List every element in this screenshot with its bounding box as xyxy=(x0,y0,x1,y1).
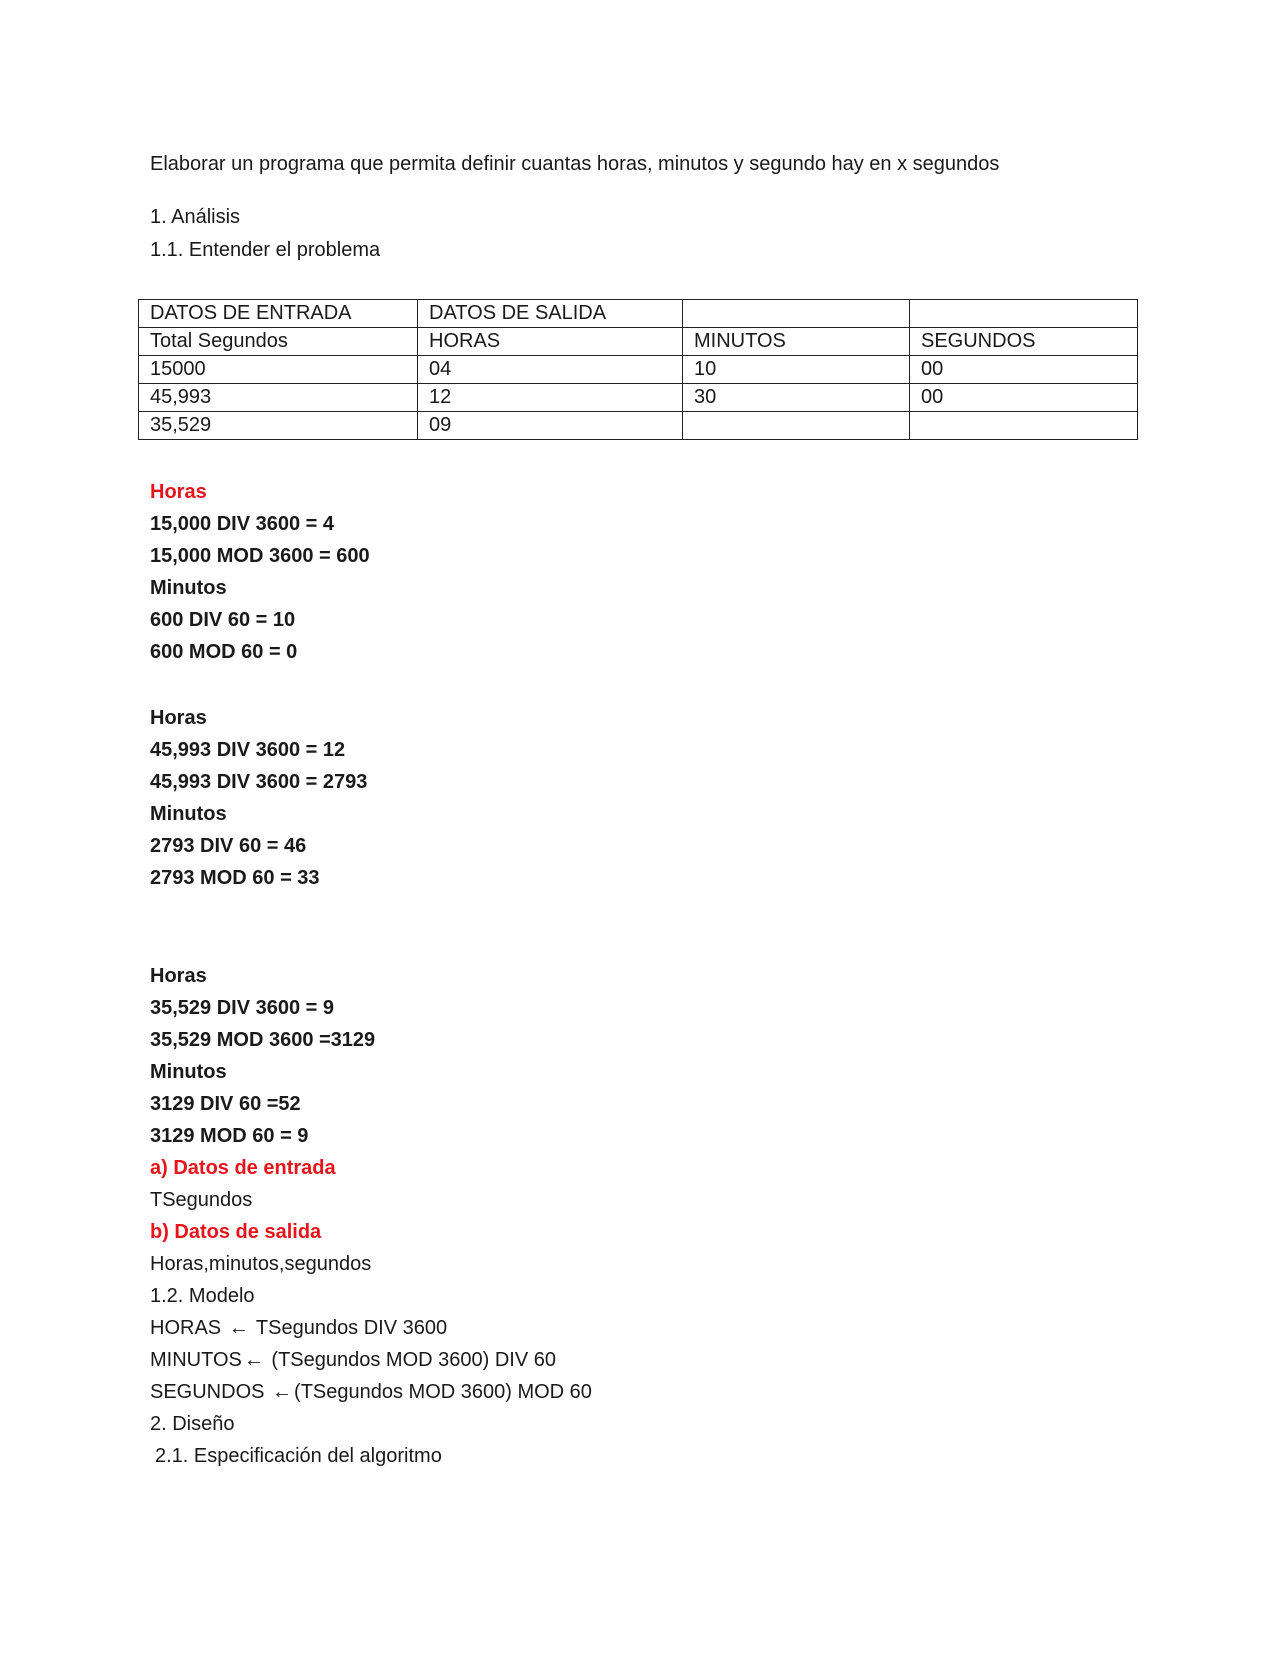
calc3-line: 3129 DIV 60 =52 xyxy=(150,1093,301,1115)
calc1-horas-label: Horas xyxy=(150,481,207,503)
table-cell: 35,529 xyxy=(139,412,418,440)
table-cell xyxy=(683,300,910,328)
table-row xyxy=(139,412,1138,440)
section-heading-analisis: 1. Análisis xyxy=(150,206,241,228)
subsection-heading-entender: 1.1. Entender el problema xyxy=(150,239,381,261)
table-row xyxy=(139,356,1138,384)
model-lhs: SEGUNDOS xyxy=(150,1381,265,1403)
table-cell xyxy=(683,412,910,440)
calc1-line: 600 DIV 60 = 10 xyxy=(150,609,296,631)
table-cell: 00 xyxy=(910,384,1138,412)
intro-paragraph: Elaborar un programa que permita definir cuantas horas, minutos y segundo hay en x segundos xyxy=(150,153,1000,175)
datos-salida-value: Horas,minutos,segundos xyxy=(150,1253,372,1275)
table-cell: MINUTOS xyxy=(683,328,910,356)
calc3-line: 35,529 DIV 3600 = 9 xyxy=(150,997,335,1019)
table-cell xyxy=(910,412,1138,440)
calc3-minutos-label: Minutos xyxy=(150,1061,227,1083)
data-table xyxy=(138,299,1138,440)
model-rhs: (TSegundos MOD 3600) DIV 60 xyxy=(271,1349,557,1371)
table-cell: 15000 xyxy=(139,356,418,384)
table-row xyxy=(139,300,1138,328)
calc1-minutos-label: Minutos xyxy=(150,577,227,599)
model-lhs: HORAS xyxy=(150,1317,222,1339)
calc2-line: 2793 DIV 60 = 46 xyxy=(150,835,307,857)
calc3-line: 35,529 MOD 3600 =3129 xyxy=(150,1029,376,1051)
datos-salida-heading: b) Datos de salida xyxy=(150,1221,322,1243)
table-cell: Total Segundos xyxy=(139,328,418,356)
table-cell: SEGUNDOS xyxy=(910,328,1138,356)
calc2-line: 2793 MOD 60 = 33 xyxy=(150,867,320,889)
model-line-minutos xyxy=(150,1348,556,1372)
model-rhs: (TSegundos MOD 3600) MOD 60 xyxy=(294,1381,592,1403)
calc2-minutos-label: Minutos xyxy=(150,803,227,825)
datos-entrada-heading: a) Datos de entrada xyxy=(150,1157,336,1179)
table-cell xyxy=(910,300,1138,328)
model-line-segundos xyxy=(150,1380,592,1404)
model-rhs: TSegundos DIV 3600 xyxy=(255,1317,448,1339)
subsection-heading-modelo: 1.2. Modelo xyxy=(150,1285,255,1307)
table-cell: 30 xyxy=(683,384,910,412)
calc1-line: 600 MOD 60 = 0 xyxy=(150,641,298,663)
calc3-horas-label: Horas xyxy=(150,965,207,987)
table-row xyxy=(139,384,1138,412)
table-cell: 04 xyxy=(418,356,683,384)
left-arrow-icon: ← xyxy=(272,1381,293,1403)
section-heading-diseno: 2. Diseño xyxy=(150,1413,235,1435)
table-cell: 45,993 xyxy=(139,384,418,412)
datos-entrada-value: TSegundos xyxy=(150,1189,253,1211)
calc3-line: 3129 MOD 60 = 9 xyxy=(150,1125,309,1147)
calc2-horas-label: Horas xyxy=(150,707,207,729)
model-lhs: MINUTOS xyxy=(150,1349,242,1371)
table-cell: 09 xyxy=(418,412,683,440)
table-cell: HORAS xyxy=(418,328,683,356)
table-cell: DATOS DE SALIDA xyxy=(418,300,683,328)
table-cell: 10 xyxy=(683,356,910,384)
table-cell: 00 xyxy=(910,356,1138,384)
calc2-line: 45,993 DIV 3600 = 12 xyxy=(150,739,346,761)
table-cell: 12 xyxy=(418,384,683,412)
calc1-line: 15,000 DIV 3600 = 4 xyxy=(150,513,335,535)
calc2-line: 45,993 DIV 3600 = 2793 xyxy=(150,771,368,793)
model-line-horas xyxy=(150,1316,447,1340)
table-cell: DATOS DE ENTRADA xyxy=(139,300,418,328)
table-row xyxy=(139,328,1138,356)
subsection-heading-especificacion: 2.1. Especificación del algoritmo xyxy=(155,1445,442,1467)
calc1-line: 15,000 MOD 3600 = 600 xyxy=(150,545,370,567)
left-arrow-icon: ← xyxy=(228,1317,249,1339)
left-arrow-icon: ← xyxy=(243,1349,264,1371)
